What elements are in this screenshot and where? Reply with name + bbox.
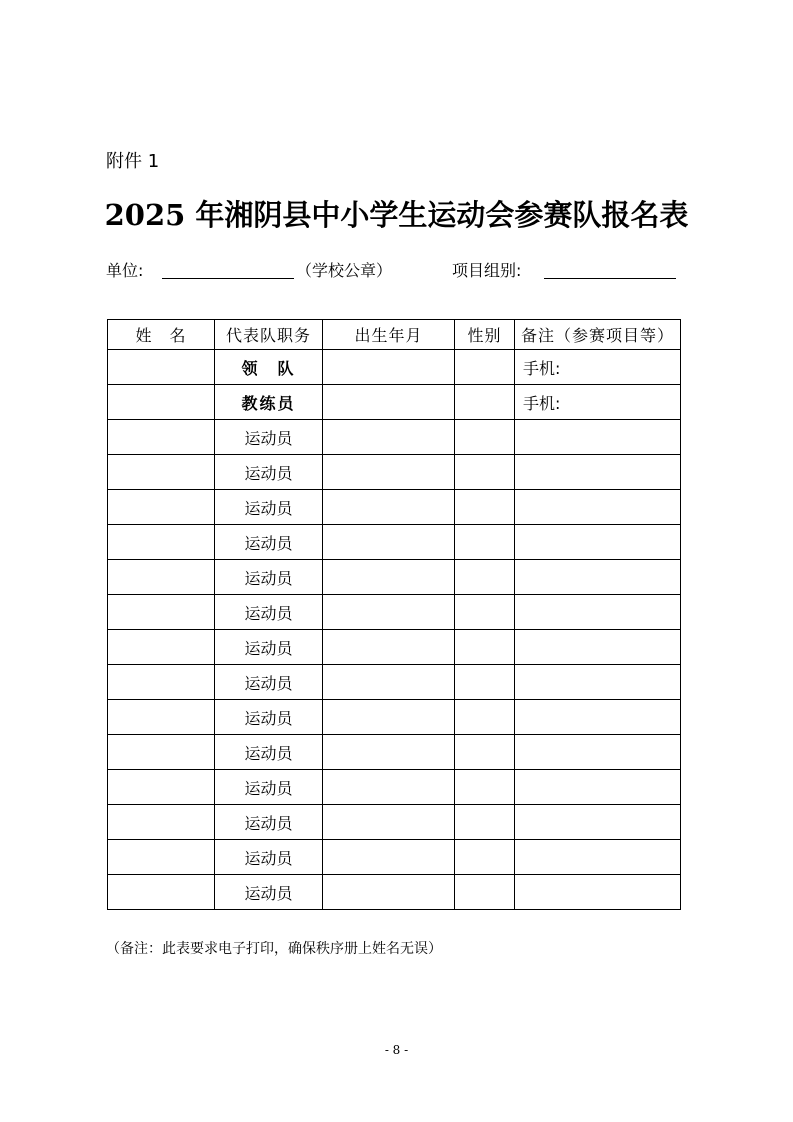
table-row	[108, 490, 681, 525]
table-row	[108, 630, 681, 665]
gender-cell[interactable]	[455, 630, 515, 665]
birth-cell[interactable]	[323, 665, 455, 700]
note-cell[interactable]: 手机:	[515, 350, 681, 385]
name-cell[interactable]	[108, 560, 215, 595]
role-cell: 运动员	[215, 455, 323, 490]
birth-cell[interactable]	[323, 525, 455, 560]
unit-blank-line[interactable]	[162, 278, 294, 279]
note-cell[interactable]	[515, 525, 681, 560]
attachment-label: 附件 1	[106, 151, 160, 172]
role-cell: 运动员	[215, 805, 323, 840]
name-cell[interactable]	[108, 595, 215, 630]
gender-cell[interactable]	[455, 735, 515, 770]
birth-cell[interactable]	[323, 875, 455, 910]
group-label: 项目组别:	[452, 261, 522, 280]
note-cell[interactable]	[515, 770, 681, 805]
page-title: 2025 年湘阴县中小学生运动会参赛队报名表	[104, 198, 689, 232]
birth-cell[interactable]	[323, 630, 455, 665]
header-name: 姓 名	[108, 320, 215, 350]
note-cell[interactable]	[515, 875, 681, 910]
gender-cell[interactable]	[455, 420, 515, 455]
role-cell: 运动员	[215, 525, 323, 560]
note-cell[interactable]	[515, 700, 681, 735]
header-role: 代表队职务	[215, 320, 323, 350]
unit-label: 单位:	[106, 261, 144, 280]
gender-cell[interactable]	[455, 385, 515, 420]
group-blank-line[interactable]	[544, 278, 676, 279]
table-row	[108, 455, 681, 490]
birth-cell[interactable]	[323, 770, 455, 805]
gender-cell[interactable]	[455, 455, 515, 490]
gender-cell[interactable]	[455, 595, 515, 630]
name-cell[interactable]	[108, 770, 215, 805]
name-cell[interactable]	[108, 875, 215, 910]
name-cell[interactable]	[108, 525, 215, 560]
header-gender: 性别	[455, 320, 515, 350]
role-cell: 运动员	[215, 840, 323, 875]
note-cell[interactable]: 手机:	[515, 385, 681, 420]
name-cell[interactable]	[108, 350, 215, 385]
birth-cell[interactable]	[323, 700, 455, 735]
table-row	[108, 770, 681, 805]
birth-cell[interactable]	[323, 455, 455, 490]
table-row	[108, 385, 681, 420]
birth-cell[interactable]	[323, 560, 455, 595]
header-note: 备注（参赛项目等）	[515, 320, 681, 350]
birth-cell[interactable]	[323, 490, 455, 525]
table-row	[108, 350, 681, 385]
name-cell[interactable]	[108, 455, 215, 490]
gender-cell[interactable]	[455, 700, 515, 735]
gender-cell[interactable]	[455, 875, 515, 910]
role-cell: 运动员	[215, 735, 323, 770]
note-cell[interactable]	[515, 595, 681, 630]
role-cell: 领 队	[215, 350, 323, 385]
name-cell[interactable]	[108, 420, 215, 455]
table-row	[108, 560, 681, 595]
role-cell: 运动员	[215, 700, 323, 735]
table-row	[108, 420, 681, 455]
role-cell: 运动员	[215, 560, 323, 595]
name-cell[interactable]	[108, 700, 215, 735]
registration-table	[107, 319, 681, 910]
note-cell[interactable]	[515, 840, 681, 875]
note-cell[interactable]	[515, 630, 681, 665]
role-cell: 运动员	[215, 665, 323, 700]
gender-cell[interactable]	[455, 560, 515, 595]
birth-cell[interactable]	[323, 595, 455, 630]
gender-cell[interactable]	[455, 350, 515, 385]
role-cell: 运动员	[215, 770, 323, 805]
name-cell[interactable]	[108, 840, 215, 875]
name-cell[interactable]	[108, 665, 215, 700]
table-header-row	[108, 320, 681, 350]
name-cell[interactable]	[108, 735, 215, 770]
table-row	[108, 700, 681, 735]
birth-cell[interactable]	[323, 420, 455, 455]
table-row	[108, 735, 681, 770]
note-cell[interactable]	[515, 735, 681, 770]
gender-cell[interactable]	[455, 490, 515, 525]
role-cell: 运动员	[215, 595, 323, 630]
role-cell: 教练员	[215, 385, 323, 420]
gender-cell[interactable]	[455, 840, 515, 875]
form-meta-row	[106, 258, 686, 284]
birth-cell[interactable]	[323, 805, 455, 840]
note-cell[interactable]	[515, 560, 681, 595]
table-row	[108, 840, 681, 875]
birth-cell[interactable]	[323, 385, 455, 420]
footnote: （备注：此表要求电子打印，确保秩序册上姓名无误）	[106, 941, 442, 957]
gender-cell[interactable]	[455, 525, 515, 560]
birth-cell[interactable]	[323, 350, 455, 385]
seal-label: （学校公章）	[296, 261, 393, 280]
name-cell[interactable]	[108, 385, 215, 420]
table-row	[108, 525, 681, 560]
note-cell[interactable]	[515, 805, 681, 840]
role-cell: 运动员	[215, 630, 323, 665]
note-cell[interactable]	[515, 455, 681, 490]
name-cell[interactable]	[108, 805, 215, 840]
gender-cell[interactable]	[455, 770, 515, 805]
table-row	[108, 665, 681, 700]
role-cell: 运动员	[215, 875, 323, 910]
note-cell[interactable]	[515, 490, 681, 525]
name-cell[interactable]	[108, 490, 215, 525]
table-row	[108, 805, 681, 840]
role-cell: 运动员	[215, 490, 323, 525]
note-cell[interactable]	[515, 420, 681, 455]
table-row	[108, 595, 681, 630]
header-birth: 出生年月	[323, 320, 455, 350]
gender-cell[interactable]	[455, 665, 515, 700]
birth-cell[interactable]	[323, 840, 455, 875]
gender-cell[interactable]	[455, 805, 515, 840]
table-row	[108, 875, 681, 910]
role-cell: 运动员	[215, 420, 323, 455]
name-cell[interactable]	[108, 630, 215, 665]
note-cell[interactable]	[515, 665, 681, 700]
page-number: - 8 -	[384, 1043, 409, 1057]
birth-cell[interactable]	[323, 735, 455, 770]
